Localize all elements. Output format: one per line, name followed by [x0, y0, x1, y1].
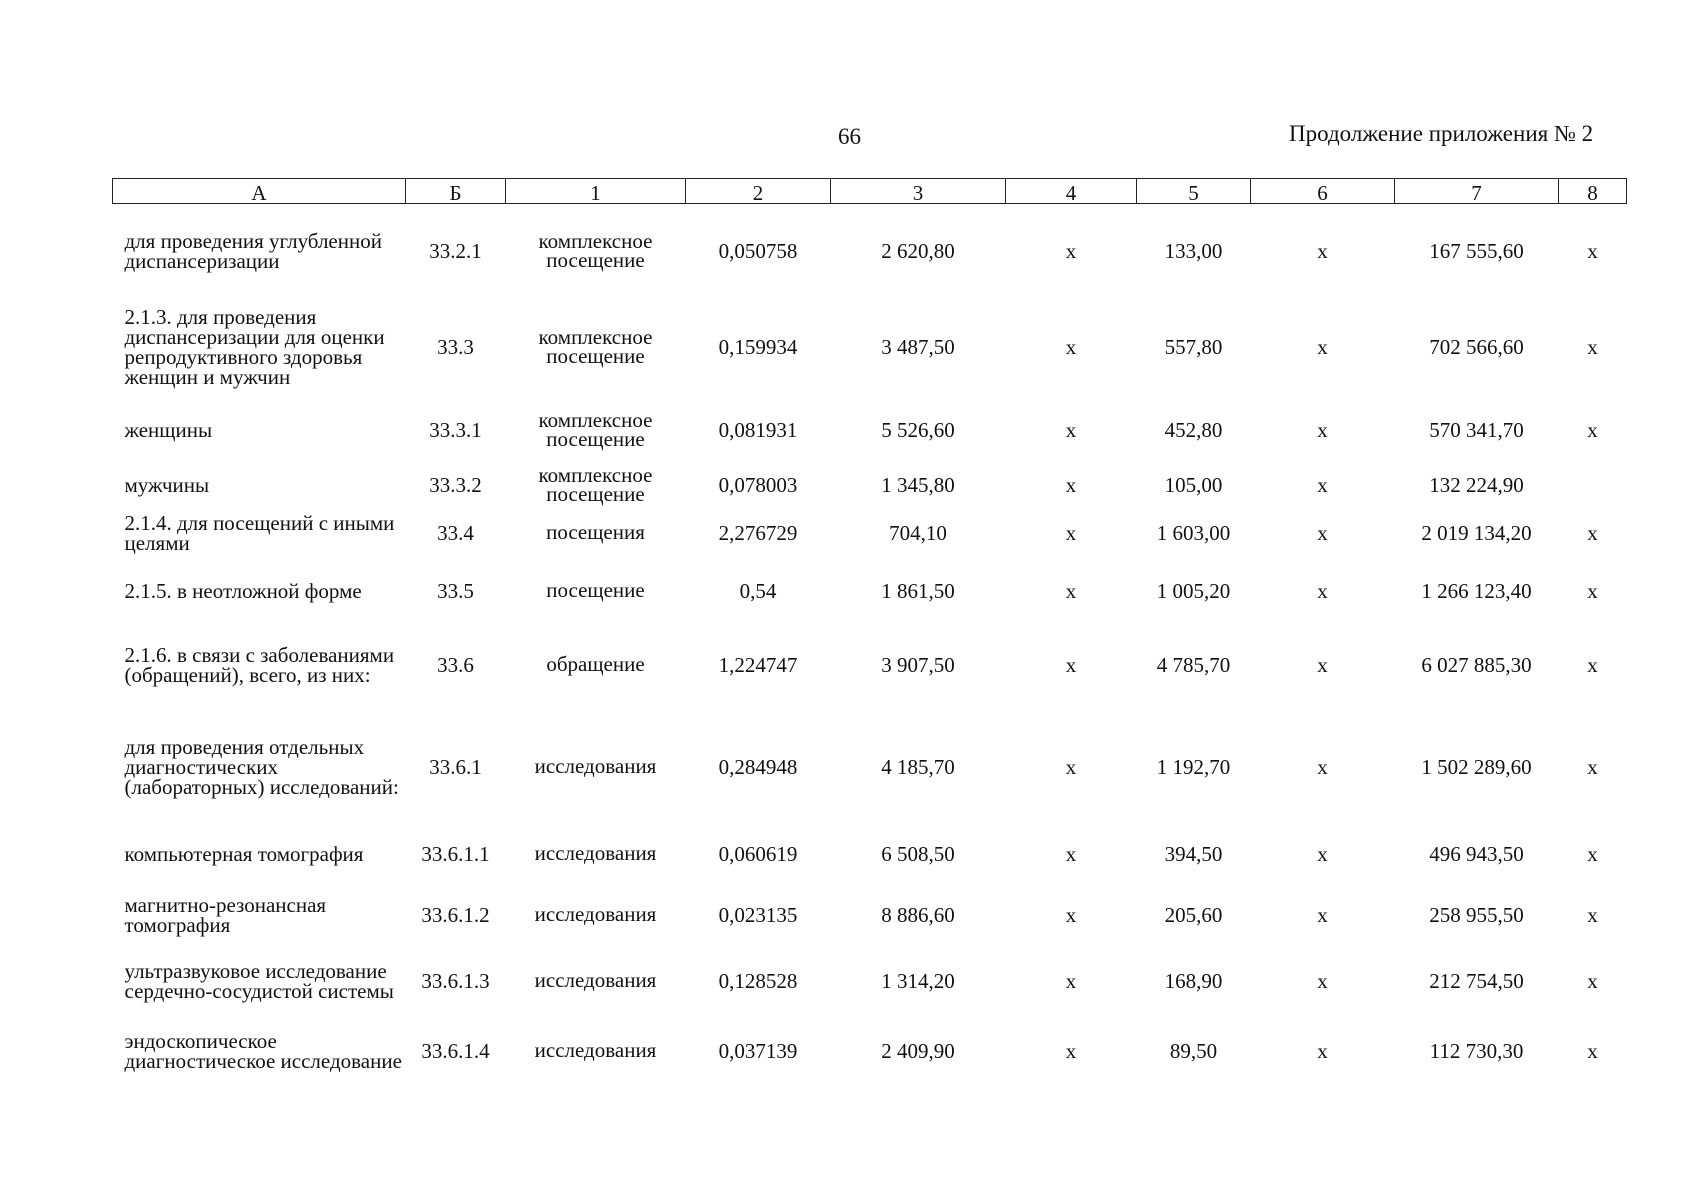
row-code: 33.5 [437, 578, 474, 603]
value-cell-8: х [1587, 652, 1598, 677]
row-label: 2.1.4. для посещений с иными целями [124, 510, 395, 555]
row-code: 33.3 [437, 334, 474, 359]
value-cell-3: 8 886,60 [881, 902, 955, 927]
value-cell-2: 0,078003 [718, 472, 798, 497]
value-cell-7: 496 943,50 [1429, 841, 1524, 866]
table-row [113, 1015, 1627, 1087]
value-cell-7: 6 027 885,30 [1421, 652, 1532, 677]
value-cell-8: х [1587, 841, 1598, 866]
row-label: для проведения углубленной диспансеризации [124, 229, 382, 274]
value-cell-8: х [1587, 239, 1598, 264]
value-cell-8: х [1587, 754, 1598, 779]
data-table [112, 178, 1627, 1087]
unit-cell: комплексное посещение [538, 229, 653, 273]
value-cell-5: 1 005,20 [1156, 578, 1231, 603]
value-cell-3: 3 907,50 [881, 652, 955, 677]
value-cell-6: х [1317, 1038, 1328, 1063]
value-cell-8: х [1587, 334, 1598, 359]
value-cell-2: 0,128528 [718, 968, 798, 993]
value-cell-3: 2 409,90 [881, 1038, 955, 1063]
value-cell-5: 105,00 [1164, 472, 1223, 497]
row-label: магнитно-резонансная томография [124, 892, 327, 937]
value-cell-2: 0,060619 [718, 841, 798, 866]
row-code: 33.3.2 [429, 472, 482, 497]
value-cell-6: х [1317, 754, 1328, 779]
column-header: 7 [1395, 179, 1559, 204]
value-cell-3: 1 861,50 [881, 578, 955, 603]
value-cell-6: х [1317, 239, 1328, 264]
unit-cell: исследования [534, 841, 657, 865]
table-row [113, 561, 1627, 621]
value-cell-7: 2 019 134,20 [1421, 520, 1532, 545]
value-cell-4: х [1065, 652, 1077, 677]
value-cell-5: 4 785,70 [1156, 652, 1231, 677]
value-cell-2: 0,54 [739, 578, 777, 603]
column-header: 4 [1006, 179, 1137, 204]
data-table-container [112, 178, 1626, 1087]
value-cell-2: 1,224747 [718, 652, 798, 677]
table-row [113, 505, 1627, 561]
row-label: компьютерная томография [124, 841, 364, 866]
column-header: 8 [1559, 179, 1627, 204]
value-cell-4: х [1065, 334, 1077, 359]
value-cell-4: х [1065, 472, 1077, 497]
table-row [113, 465, 1627, 505]
value-cell-3: 704,10 [889, 520, 947, 545]
row-code: 33.6.1.4 [421, 1038, 490, 1063]
unit-cell: исследования [534, 1038, 657, 1062]
appendix-continuation-note: Продолжение приложения № 2 [1289, 121, 1594, 146]
value-cell-8: х [1587, 578, 1598, 603]
row-code: 33.4 [437, 520, 474, 545]
value-cell-3: 5 526,60 [881, 417, 955, 442]
value-cell-4: х [1065, 754, 1077, 779]
row-code: 33.6.1.3 [421, 968, 490, 993]
page-number: 66 [838, 124, 861, 149]
row-label: 2.1.5. в неотложной форме [124, 578, 362, 603]
table-row [113, 204, 1627, 299]
row-label: женщины [124, 417, 213, 442]
value-cell-7: 1 266 123,40 [1421, 578, 1532, 603]
value-cell-6: х [1317, 334, 1328, 359]
column-header: 5 [1137, 179, 1251, 204]
value-cell-5: 1 603,00 [1156, 520, 1231, 545]
value-cell-6: х [1317, 578, 1328, 603]
value-cell-5: 168,90 [1164, 968, 1223, 993]
value-cell-2: 0,050758 [718, 239, 798, 264]
value-cell-6: х [1317, 472, 1328, 497]
value-cell-2: 0,037139 [718, 1038, 798, 1063]
unit-cell: исследования [534, 968, 657, 992]
value-cell-7: 112 730,30 [1429, 1038, 1524, 1063]
value-cell-2: 0,023135 [718, 902, 798, 927]
value-cell-3: 2 620,80 [881, 239, 955, 264]
value-cell-5: 452,80 [1164, 417, 1223, 442]
column-header: 3 [831, 179, 1006, 204]
column-header: 6 [1251, 179, 1395, 204]
value-cell-6: х [1317, 652, 1328, 677]
row-label: ультразвуковое исследование сердечно-сосудистой системы [124, 958, 394, 1003]
table-row [113, 621, 1627, 709]
unit-cell: комплексное посещение [538, 324, 653, 368]
column-header: 1 [506, 179, 686, 204]
value-cell-7: 167 555,60 [1429, 239, 1524, 264]
value-cell-3: 1 345,80 [881, 472, 955, 497]
table-header [113, 179, 1627, 204]
value-cell-5: 205,60 [1164, 902, 1223, 927]
value-cell-7: 212 754,50 [1429, 968, 1524, 993]
value-cell-3: 4 185,70 [881, 754, 955, 779]
value-cell-8: х [1587, 902, 1598, 927]
table-row [113, 825, 1627, 883]
unit-cell: комплексное посещение [538, 407, 653, 451]
row-code: 33.6.1.1 [421, 841, 490, 866]
value-cell-6: х [1317, 520, 1328, 545]
value-cell-8 [1559, 465, 1627, 505]
value-cell-4: х [1065, 578, 1077, 603]
value-cell-4: х [1065, 1038, 1077, 1063]
value-cell-2: 2,276729 [718, 520, 798, 545]
value-cell-5: 557,80 [1164, 334, 1223, 359]
value-cell-7: 258 955,50 [1429, 902, 1524, 927]
value-cell-5: 394,50 [1164, 841, 1223, 866]
value-cell-5: 89,50 [1169, 1038, 1218, 1063]
unit-cell: исследования [534, 902, 657, 926]
value-cell-4: х [1065, 239, 1077, 264]
column-header: Б [406, 179, 506, 204]
row-label: эндоскопическое диагностическое исследование [124, 1028, 402, 1073]
value-cell-8: х [1587, 520, 1598, 545]
value-cell-3: 6 508,50 [881, 841, 955, 866]
value-cell-6: х [1317, 417, 1328, 442]
table-body [113, 204, 1627, 1087]
unit-cell: комплексное посещение [538, 462, 653, 506]
header-row [113, 179, 1627, 204]
value-cell-7: 570 341,70 [1429, 417, 1524, 442]
value-cell-5: 1 192,70 [1156, 754, 1231, 779]
value-cell-4: х [1065, 841, 1077, 866]
value-cell-2: 0,284948 [718, 754, 798, 779]
value-cell-4: х [1065, 520, 1077, 545]
row-label: 2.1.3. для проведения диспансеризации для оценки репродуктивного здоровья женщин и мужчин [124, 304, 385, 389]
row-code: 33.6 [437, 652, 474, 677]
value-cell-6: х [1317, 841, 1328, 866]
value-cell-7: 132 224,90 [1429, 472, 1524, 497]
value-cell-3: 1 314,20 [881, 968, 955, 993]
row-label: для проведения отдельных диагностических (лабораторных) исследований: [124, 734, 399, 799]
unit-cell: исследования [534, 754, 657, 778]
unit-cell: посещения [546, 520, 645, 544]
table-row [113, 947, 1627, 1015]
table-row [113, 299, 1627, 395]
value-cell-7: 1 502 289,60 [1421, 754, 1532, 779]
column-header: 2 [686, 179, 831, 204]
value-cell-8: х [1587, 968, 1598, 993]
table-row [113, 883, 1627, 947]
value-cell-7: 702 566,60 [1429, 334, 1524, 359]
row-code: 33.6.1.2 [421, 902, 490, 927]
table-row [113, 395, 1627, 465]
row-label: 2.1.6. в связи с заболеваниями (обращений), всего, из них: [124, 642, 395, 687]
unit-cell: обращение [546, 652, 645, 676]
unit-cell: посещение [546, 578, 645, 602]
value-cell-2: 0,159934 [718, 334, 798, 359]
row-code: 33.3.1 [429, 417, 482, 442]
value-cell-8: х [1587, 417, 1598, 442]
table-row [113, 709, 1627, 825]
value-cell-4: х [1065, 902, 1077, 927]
row-label: мужчины [124, 472, 210, 497]
column-header: А [113, 179, 406, 204]
value-cell-8: х [1587, 1038, 1598, 1063]
value-cell-3: 3 487,50 [881, 334, 955, 359]
value-cell-4: х [1065, 417, 1077, 442]
value-cell-6: х [1317, 902, 1328, 927]
value-cell-4: х [1065, 968, 1077, 993]
value-cell-5: 133,00 [1164, 239, 1223, 264]
row-code: 33.6.1 [429, 754, 482, 779]
value-cell-2: 0,081931 [718, 417, 798, 442]
value-cell-6: х [1317, 968, 1328, 993]
row-code: 33.2.1 [429, 239, 482, 264]
